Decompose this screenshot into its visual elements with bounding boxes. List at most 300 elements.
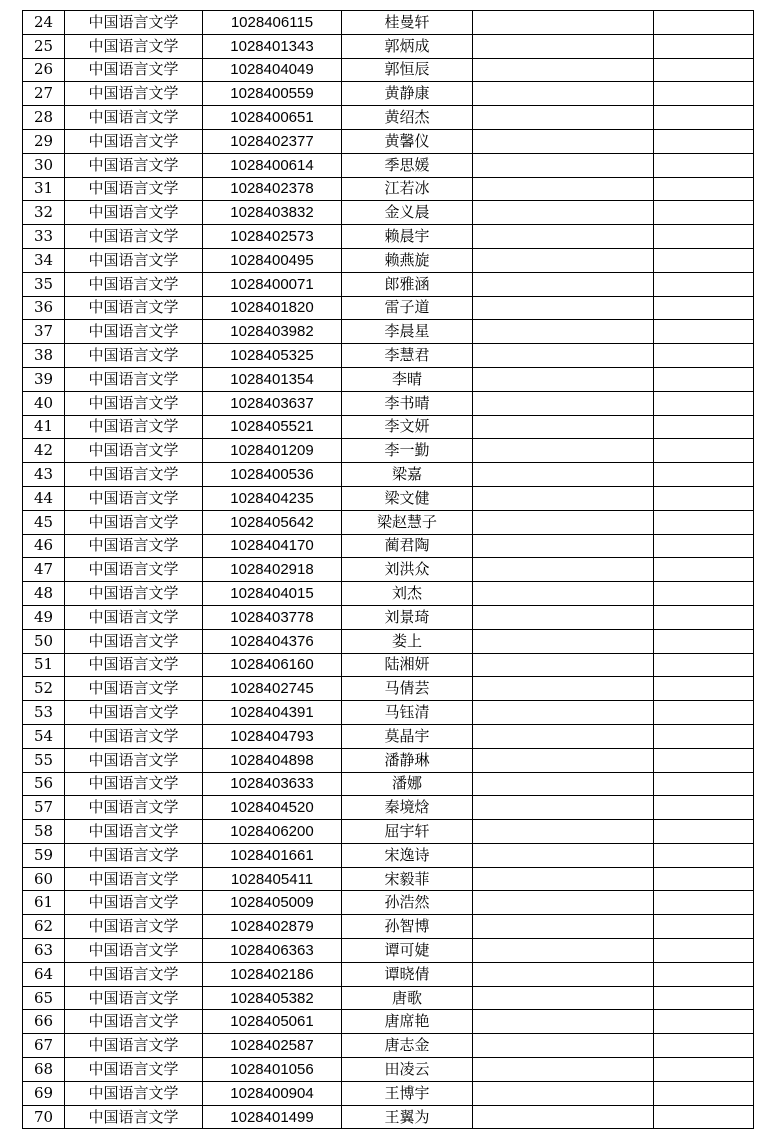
student-id-cell: 1028402573 — [203, 225, 342, 249]
student-id-cell: 1028401209 — [203, 439, 342, 463]
student-name-cell: 李晨星 — [342, 320, 473, 344]
blank-cell — [473, 248, 654, 272]
student-name-cell: 李一勤 — [342, 439, 473, 463]
table-row — [23, 582, 754, 606]
table-row — [23, 1010, 754, 1034]
student-name-cell: 王博宇 — [342, 1081, 473, 1105]
blank-cell — [473, 748, 654, 772]
blank-cell — [473, 820, 654, 844]
student-name-cell: 李书晴 — [342, 391, 473, 415]
table-row — [23, 58, 754, 82]
row-number-cell: 36 — [23, 296, 65, 320]
student-name-cell: 赖晨宇 — [342, 225, 473, 249]
table-row — [23, 367, 754, 391]
table-row — [23, 391, 754, 415]
student-id-cell: 1028404898 — [203, 748, 342, 772]
blank-cell — [654, 82, 754, 106]
blank-cell — [654, 11, 754, 35]
table-row — [23, 177, 754, 201]
student-name-cell: 潘娜 — [342, 772, 473, 796]
row-number-cell: 33 — [23, 225, 65, 249]
student-name-cell: 李晴 — [342, 367, 473, 391]
roster-table — [22, 10, 754, 1129]
major-cell: 中国语言文学 — [65, 439, 203, 463]
row-number-cell: 56 — [23, 772, 65, 796]
student-id-cell: 1028404376 — [203, 629, 342, 653]
student-id-cell: 1028406160 — [203, 653, 342, 677]
student-id-cell: 1028405382 — [203, 986, 342, 1010]
blank-cell — [654, 558, 754, 582]
row-number-cell: 50 — [23, 629, 65, 653]
table-row — [23, 510, 754, 534]
blank-cell — [654, 486, 754, 510]
table-row — [23, 439, 754, 463]
blank-cell — [654, 201, 754, 225]
blank-cell — [473, 1105, 654, 1129]
major-cell: 中国语言文学 — [65, 843, 203, 867]
student-name-cell: 田凌云 — [342, 1058, 473, 1082]
row-number-cell: 42 — [23, 439, 65, 463]
row-number-cell: 61 — [23, 891, 65, 915]
blank-cell — [473, 320, 654, 344]
major-cell: 中国语言文学 — [65, 82, 203, 106]
student-id-cell: 1028401354 — [203, 367, 342, 391]
student-id-cell: 1028405325 — [203, 344, 342, 368]
major-cell: 中国语言文学 — [65, 296, 203, 320]
blank-cell — [473, 11, 654, 35]
student-id-cell: 1028404235 — [203, 486, 342, 510]
row-number-cell: 53 — [23, 701, 65, 725]
blank-cell — [654, 915, 754, 939]
blank-cell — [654, 367, 754, 391]
student-name-cell: 孙浩然 — [342, 891, 473, 915]
blank-cell — [473, 510, 654, 534]
major-cell: 中国语言文学 — [65, 225, 203, 249]
roster-sheet — [22, 10, 754, 1129]
row-number-cell: 31 — [23, 177, 65, 201]
student-name-cell: 梁文健 — [342, 486, 473, 510]
blank-cell — [654, 534, 754, 558]
blank-cell — [473, 296, 654, 320]
blank-cell — [473, 677, 654, 701]
major-cell: 中国语言文学 — [65, 11, 203, 35]
major-cell: 中国语言文学 — [65, 701, 203, 725]
student-id-cell: 1028401499 — [203, 1105, 342, 1129]
blank-cell — [654, 177, 754, 201]
row-number-cell: 67 — [23, 1034, 65, 1058]
row-number-cell: 62 — [23, 915, 65, 939]
student-name-cell: 陆湘妍 — [342, 653, 473, 677]
row-number-cell: 35 — [23, 272, 65, 296]
major-cell: 中国语言文学 — [65, 1105, 203, 1129]
blank-cell — [473, 82, 654, 106]
blank-cell — [473, 272, 654, 296]
blank-cell — [654, 225, 754, 249]
major-cell: 中国语言文学 — [65, 677, 203, 701]
blank-cell — [473, 986, 654, 1010]
major-cell: 中国语言文学 — [65, 939, 203, 963]
table-row — [23, 534, 754, 558]
blank-cell — [654, 153, 754, 177]
table-row — [23, 820, 754, 844]
table-row — [23, 1081, 754, 1105]
student-name-cell: 唐席艳 — [342, 1010, 473, 1034]
student-id-cell: 1028401056 — [203, 1058, 342, 1082]
student-name-cell: 马倩芸 — [342, 677, 473, 701]
major-cell: 中国语言文学 — [65, 1058, 203, 1082]
student-name-cell: 刘景琦 — [342, 605, 473, 629]
major-cell: 中国语言文学 — [65, 486, 203, 510]
student-id-cell: 1028404520 — [203, 796, 342, 820]
major-cell: 中国语言文学 — [65, 272, 203, 296]
table-row — [23, 201, 754, 225]
student-name-cell: 莫晶宇 — [342, 724, 473, 748]
row-number-cell: 41 — [23, 415, 65, 439]
table-row — [23, 986, 754, 1010]
student-name-cell: 桂曼轩 — [342, 11, 473, 35]
table-row — [23, 272, 754, 296]
student-name-cell: 黄绍杰 — [342, 106, 473, 130]
blank-cell — [473, 129, 654, 153]
blank-cell — [473, 106, 654, 130]
table-row — [23, 962, 754, 986]
student-id-cell: 1028402587 — [203, 1034, 342, 1058]
blank-cell — [473, 391, 654, 415]
table-row — [23, 891, 754, 915]
row-number-cell: 38 — [23, 344, 65, 368]
blank-cell — [473, 1081, 654, 1105]
row-number-cell: 55 — [23, 748, 65, 772]
blank-cell — [654, 1081, 754, 1105]
major-cell: 中国语言文学 — [65, 772, 203, 796]
major-cell: 中国语言文学 — [65, 986, 203, 1010]
blank-cell — [473, 653, 654, 677]
blank-cell — [473, 891, 654, 915]
major-cell: 中国语言文学 — [65, 962, 203, 986]
row-number-cell: 51 — [23, 653, 65, 677]
blank-cell — [473, 939, 654, 963]
blank-cell — [654, 129, 754, 153]
row-number-cell: 57 — [23, 796, 65, 820]
student-name-cell: 金义晨 — [342, 201, 473, 225]
major-cell: 中国语言文学 — [65, 463, 203, 487]
row-number-cell: 30 — [23, 153, 65, 177]
major-cell: 中国语言文学 — [65, 1010, 203, 1034]
blank-cell — [654, 724, 754, 748]
student-id-cell: 1028400651 — [203, 106, 342, 130]
blank-cell — [473, 772, 654, 796]
table-row — [23, 796, 754, 820]
student-name-cell: 唐志金 — [342, 1034, 473, 1058]
major-cell: 中国语言文学 — [65, 129, 203, 153]
student-name-cell: 黄静康 — [342, 82, 473, 106]
table-row — [23, 772, 754, 796]
student-id-cell: 1028400559 — [203, 82, 342, 106]
row-number-cell: 49 — [23, 605, 65, 629]
blank-cell — [654, 510, 754, 534]
major-cell: 中国语言文学 — [65, 653, 203, 677]
blank-cell — [473, 534, 654, 558]
table-row — [23, 1105, 754, 1129]
student-name-cell: 梁赵慧子 — [342, 510, 473, 534]
blank-cell — [654, 34, 754, 58]
major-cell: 中国语言文学 — [65, 629, 203, 653]
blank-cell — [654, 1058, 754, 1082]
student-name-cell: 季思媛 — [342, 153, 473, 177]
blank-cell — [654, 986, 754, 1010]
table-row — [23, 153, 754, 177]
student-id-cell: 1028402377 — [203, 129, 342, 153]
student-name-cell: 马钰清 — [342, 701, 473, 725]
row-number-cell: 54 — [23, 724, 65, 748]
major-cell: 中国语言文学 — [65, 724, 203, 748]
student-id-cell: 1028401661 — [203, 843, 342, 867]
row-number-cell: 52 — [23, 677, 65, 701]
blank-cell — [473, 367, 654, 391]
blank-cell — [654, 939, 754, 963]
blank-cell — [654, 248, 754, 272]
table-row — [23, 415, 754, 439]
student-name-cell: 屈宇轩 — [342, 820, 473, 844]
blank-cell — [654, 820, 754, 844]
row-number-cell: 39 — [23, 367, 65, 391]
blank-cell — [654, 605, 754, 629]
blank-cell — [654, 962, 754, 986]
student-name-cell: 李文妍 — [342, 415, 473, 439]
student-name-cell: 赖燕旋 — [342, 248, 473, 272]
student-id-cell: 1028406200 — [203, 820, 342, 844]
major-cell: 中国语言文学 — [65, 796, 203, 820]
blank-cell — [473, 724, 654, 748]
student-name-cell: 蔺君陶 — [342, 534, 473, 558]
table-row — [23, 915, 754, 939]
blank-cell — [654, 843, 754, 867]
table-row — [23, 939, 754, 963]
student-name-cell: 潘静琳 — [342, 748, 473, 772]
blank-cell — [654, 320, 754, 344]
blank-cell — [473, 915, 654, 939]
row-number-cell: 60 — [23, 867, 65, 891]
blank-cell — [473, 796, 654, 820]
table-row — [23, 701, 754, 725]
major-cell: 中国语言文学 — [65, 177, 203, 201]
major-cell: 中国语言文学 — [65, 915, 203, 939]
row-number-cell: 37 — [23, 320, 65, 344]
blank-cell — [473, 605, 654, 629]
table-row — [23, 653, 754, 677]
student-name-cell: 郭恒辰 — [342, 58, 473, 82]
table-row — [23, 558, 754, 582]
row-number-cell: 63 — [23, 939, 65, 963]
student-id-cell: 1028403982 — [203, 320, 342, 344]
blank-cell — [654, 463, 754, 487]
major-cell: 中国语言文学 — [65, 1034, 203, 1058]
row-number-cell: 70 — [23, 1105, 65, 1129]
student-id-cell: 1028405009 — [203, 891, 342, 915]
blank-cell — [654, 272, 754, 296]
row-number-cell: 65 — [23, 986, 65, 1010]
blank-cell — [654, 439, 754, 463]
blank-cell — [654, 415, 754, 439]
row-number-cell: 26 — [23, 58, 65, 82]
table-row — [23, 129, 754, 153]
table-row — [23, 867, 754, 891]
blank-cell — [654, 106, 754, 130]
student-id-cell: 1028402745 — [203, 677, 342, 701]
blank-cell — [654, 1034, 754, 1058]
row-number-cell: 66 — [23, 1010, 65, 1034]
major-cell: 中国语言文学 — [65, 391, 203, 415]
major-cell: 中国语言文学 — [65, 320, 203, 344]
blank-cell — [473, 225, 654, 249]
major-cell: 中国语言文学 — [65, 344, 203, 368]
row-number-cell: 24 — [23, 11, 65, 35]
student-id-cell: 1028404049 — [203, 58, 342, 82]
table-row — [23, 82, 754, 106]
major-cell: 中国语言文学 — [65, 867, 203, 891]
major-cell: 中国语言文学 — [65, 510, 203, 534]
student-name-cell: 李慧君 — [342, 344, 473, 368]
blank-cell — [654, 677, 754, 701]
blank-cell — [654, 748, 754, 772]
roster-table-body — [23, 11, 754, 1129]
major-cell: 中国语言文学 — [65, 748, 203, 772]
student-name-cell: 郎雅涵 — [342, 272, 473, 296]
blank-cell — [473, 415, 654, 439]
blank-cell — [654, 701, 754, 725]
student-name-cell: 谭晓倩 — [342, 962, 473, 986]
student-name-cell: 梁嘉 — [342, 463, 473, 487]
student-name-cell: 孙智博 — [342, 915, 473, 939]
blank-cell — [473, 58, 654, 82]
blank-cell — [473, 843, 654, 867]
student-id-cell: 1028405411 — [203, 867, 342, 891]
blank-cell — [654, 1105, 754, 1129]
blank-cell — [654, 772, 754, 796]
table-row — [23, 1034, 754, 1058]
blank-cell — [473, 486, 654, 510]
student-id-cell: 1028400536 — [203, 463, 342, 487]
student-id-cell: 1028405521 — [203, 415, 342, 439]
blank-cell — [473, 629, 654, 653]
blank-cell — [654, 344, 754, 368]
row-number-cell: 46 — [23, 534, 65, 558]
blank-cell — [473, 344, 654, 368]
row-number-cell: 34 — [23, 248, 65, 272]
student-name-cell: 郭炳成 — [342, 34, 473, 58]
major-cell: 中国语言文学 — [65, 415, 203, 439]
blank-cell — [654, 867, 754, 891]
student-id-cell: 1028404170 — [203, 534, 342, 558]
blank-cell — [473, 1010, 654, 1034]
row-number-cell: 48 — [23, 582, 65, 606]
table-row — [23, 248, 754, 272]
blank-cell — [473, 558, 654, 582]
major-cell: 中国语言文学 — [65, 106, 203, 130]
major-cell: 中国语言文学 — [65, 891, 203, 915]
student-id-cell: 1028402879 — [203, 915, 342, 939]
table-row — [23, 724, 754, 748]
blank-cell — [473, 867, 654, 891]
major-cell: 中国语言文学 — [65, 153, 203, 177]
blank-cell — [654, 582, 754, 606]
major-cell: 中国语言文学 — [65, 605, 203, 629]
student-id-cell: 1028405061 — [203, 1010, 342, 1034]
student-name-cell: 宋逸诗 — [342, 843, 473, 867]
student-id-cell: 1028404391 — [203, 701, 342, 725]
row-number-cell: 59 — [23, 843, 65, 867]
row-number-cell: 44 — [23, 486, 65, 510]
blank-cell — [473, 1034, 654, 1058]
student-id-cell: 1028400904 — [203, 1081, 342, 1105]
row-number-cell: 25 — [23, 34, 65, 58]
table-row — [23, 605, 754, 629]
table-row — [23, 629, 754, 653]
major-cell: 中国语言文学 — [65, 34, 203, 58]
row-number-cell: 43 — [23, 463, 65, 487]
row-number-cell: 29 — [23, 129, 65, 153]
major-cell: 中国语言文学 — [65, 248, 203, 272]
major-cell: 中国语言文学 — [65, 558, 203, 582]
blank-cell — [654, 1010, 754, 1034]
row-number-cell: 68 — [23, 1058, 65, 1082]
student-id-cell: 1028400614 — [203, 153, 342, 177]
table-row — [23, 296, 754, 320]
student-id-cell: 1028403633 — [203, 772, 342, 796]
row-number-cell: 27 — [23, 82, 65, 106]
major-cell: 中国语言文学 — [65, 1081, 203, 1105]
blank-cell — [473, 177, 654, 201]
table-row — [23, 320, 754, 344]
blank-cell — [654, 653, 754, 677]
blank-cell — [473, 201, 654, 225]
student-name-cell: 刘杰 — [342, 582, 473, 606]
student-id-cell: 1028404015 — [203, 582, 342, 606]
major-cell: 中国语言文学 — [65, 201, 203, 225]
row-number-cell: 28 — [23, 106, 65, 130]
blank-cell — [654, 58, 754, 82]
student-id-cell: 1028402186 — [203, 962, 342, 986]
table-row — [23, 748, 754, 772]
blank-cell — [473, 463, 654, 487]
student-id-cell: 1028403637 — [203, 391, 342, 415]
blank-cell — [654, 296, 754, 320]
row-number-cell: 40 — [23, 391, 65, 415]
blank-cell — [473, 1058, 654, 1082]
student-id-cell: 1028402918 — [203, 558, 342, 582]
major-cell: 中国语言文学 — [65, 534, 203, 558]
student-name-cell: 王翼为 — [342, 1105, 473, 1129]
blank-cell — [473, 962, 654, 986]
student-name-cell: 娄上 — [342, 629, 473, 653]
blank-cell — [473, 582, 654, 606]
student-id-cell: 1028401820 — [203, 296, 342, 320]
blank-cell — [654, 629, 754, 653]
student-id-cell: 1028403832 — [203, 201, 342, 225]
row-number-cell: 58 — [23, 820, 65, 844]
student-name-cell: 唐歌 — [342, 986, 473, 1010]
major-cell: 中国语言文学 — [65, 58, 203, 82]
blank-cell — [654, 391, 754, 415]
student-id-cell: 1028404793 — [203, 724, 342, 748]
blank-cell — [654, 891, 754, 915]
row-number-cell: 45 — [23, 510, 65, 534]
major-cell: 中国语言文学 — [65, 820, 203, 844]
student-id-cell: 1028400071 — [203, 272, 342, 296]
student-name-cell: 谭可婕 — [342, 939, 473, 963]
student-name-cell: 黄馨仪 — [342, 129, 473, 153]
student-name-cell: 雷子道 — [342, 296, 473, 320]
